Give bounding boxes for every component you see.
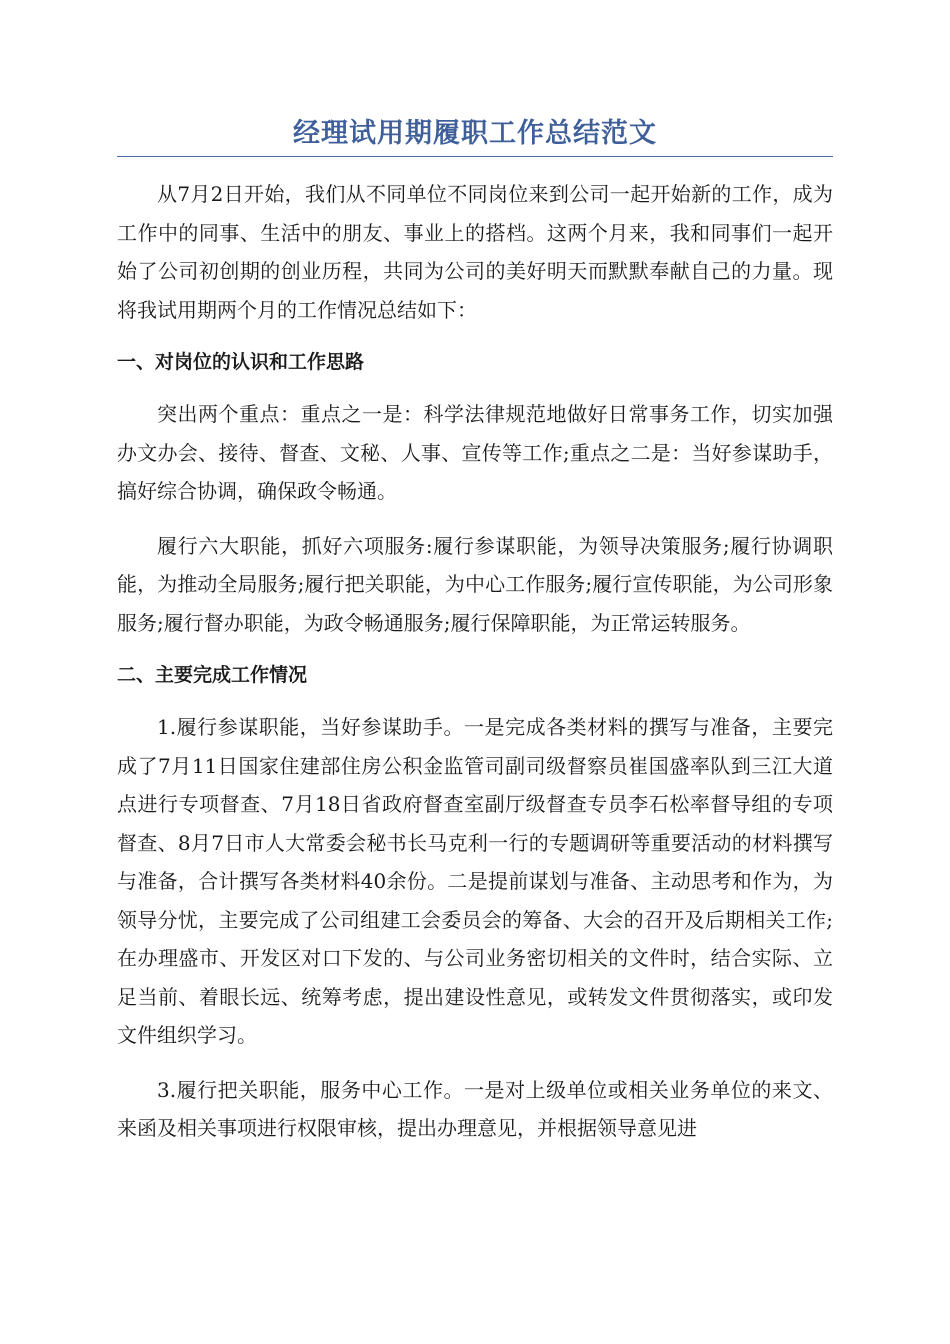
section-heading-2: 二、主要完成工作情况	[117, 664, 308, 686]
section2-paragraph-1: 1.履行参谋职能，当好参谋助手。一是完成各类材料的撰写与准备，主要完成了7月11日国家住建部住房公积金监管司副司级督察员崔国盛率队到三江大道点进行专项督查、7月18日省政府督查室副厅级督查专员李石松率督导组的专项督查、8月7日市人大常委会秘书长马克利一行的专题调研等重要活动的材料撰写与准备，合计撰写各类材料40余份。二是提前谋划与准备、主动思考和作为，为领导分忧，主要完成了公司组建工会委员会的筹备、大会的召开及后期相关工作;在办理盛市、开发区对口下发的、与公司业务密切相关的文件时，结合实际、立足当前、着眼长远、统筹考虑，提出建设性意见，或转发文件贯彻落实，或印发文件组织学习。	[117, 715, 833, 1047]
title-underline	[117, 156, 833, 157]
section1-paragraph-2: 履行六大职能，抓好六项服务:履行参谋职能，为领导决策服务;履行协调职能，为推动全局服务;履行把关职能，为中心工作服务;履行宣传职能，为公司形象服务;履行督办职能，为政令畅通服务;履行保障职能，为正常运转服务。	[117, 533, 833, 635]
section2-paragraph-2: 3.履行把关职能，服务中心工作。一是对上级单位或相关业务单位的来文、来函及相关事项进行权限审核，提出办理意见，并根据领导意见进	[117, 1077, 833, 1140]
document-title: 经理试用期履职工作总结范文	[293, 118, 657, 149]
intro-paragraph: 从7月2日开始，我们从不同单位不同岗位来到公司一起开始新的工作，成为工作中的同事、生活中的朋友、事业上的搭档。这两个月来，我和同事们一起开始了公司初创期的创业历程，共同为公司的美好明天而默默奉献自己的力量。现将我试用期两个月的工作情况总结如下：	[117, 182, 833, 322]
section-heading-1: 一、对岗位的认识和工作思路	[117, 351, 365, 373]
document-page	[117, 112, 833, 1164]
section1-paragraph-1: 突出两个重点：重点之一是：科学法律规范地做好日常事务工作，切实加强办文办会、接待、督查、文秘、人事、宣传等工作;重点之二是：当好参谋助手，搞好综合协调，确保政令畅通。	[117, 402, 833, 503]
